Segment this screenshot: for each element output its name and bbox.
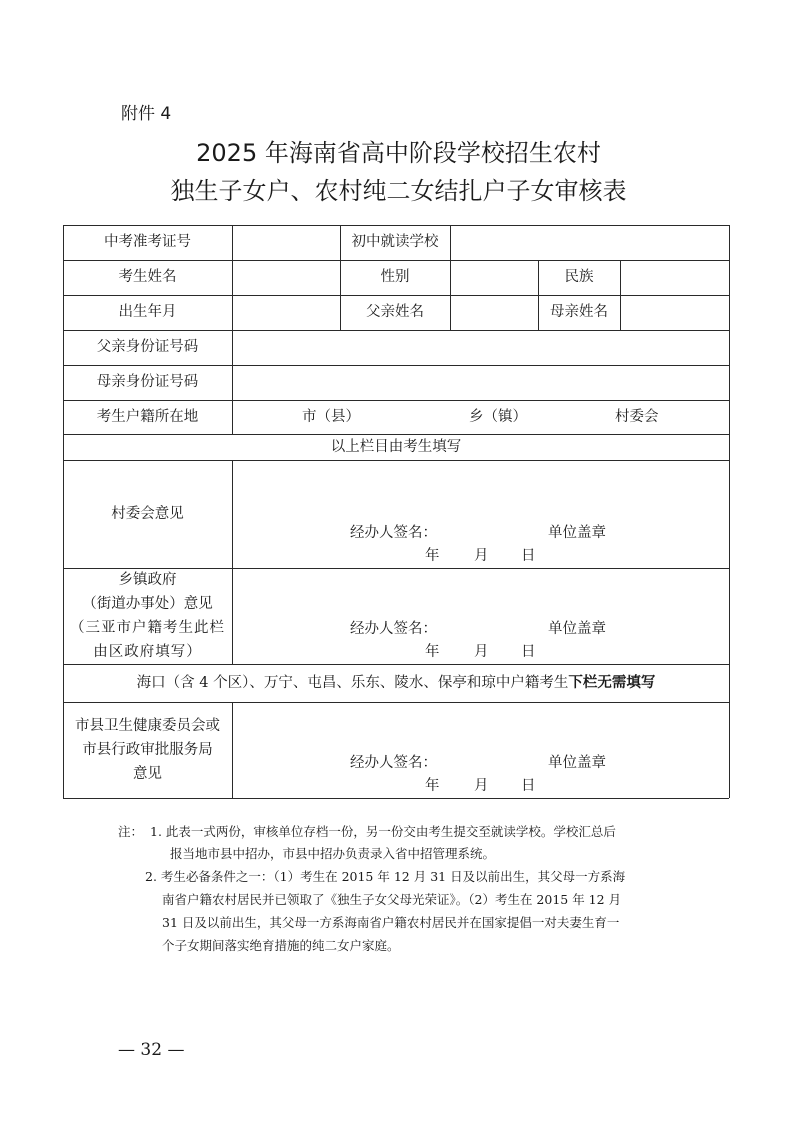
date-month-label: 月: [474, 778, 489, 794]
table-rule: [729, 225, 730, 798]
exemption-note-text: 海口（含 4 个区）、万宁、屯昌、乐东、陵水、保亭和琼中户籍考生: [136, 674, 569, 691]
signature-label: 经办人签名：: [350, 525, 437, 541]
date-year-label: 年: [425, 644, 440, 660]
residence-field[interactable]: [232, 400, 729, 434]
township-opinion-label-line: （街道办事处）意见: [82, 596, 213, 612]
date-day-label: 日: [521, 548, 536, 564]
ethnicity-field[interactable]: [620, 260, 729, 295]
birth-date-field[interactable]: [232, 295, 340, 330]
exam-id-label: 中考准考证号: [104, 234, 191, 251]
date-month-label: 月: [474, 644, 489, 660]
health-opinion-label-line: 市县卫生健康委员会或: [75, 718, 220, 734]
note-2-line-4: 个子女期间落实绝育措施的纯二女户家庭。: [162, 938, 400, 953]
father-name-field[interactable]: [450, 295, 538, 330]
residence-town-label: 乡（镇）: [469, 408, 527, 425]
township-opinion-label-line: （三亚市户籍考生此栏: [70, 620, 225, 636]
page-title-line-2: 独生子女户、农村纯二女结扎户子女审核表: [170, 177, 627, 205]
father-id-label: 父亲身份证号码: [96, 339, 199, 356]
note-2-line-2: 南省户籍农村居民并已领取了《独生子女父母光荣证》。（2）考生在 2015 年 12 月: [162, 892, 622, 907]
date-year-label: 年: [425, 778, 440, 794]
health-opinion-label-line: 市县行政审批服务局: [82, 742, 213, 758]
note-2-line-1: 2. 考生必备条件之一：（1）考生在 2015 年 12 月 31 日及以前出生，其父母一方系海: [145, 869, 626, 884]
notes-prefix: 注：: [118, 824, 144, 839]
student-name-field[interactable]: [232, 260, 340, 295]
seal-label: 单位盖章: [548, 621, 606, 637]
mother-name-field[interactable]: [620, 295, 729, 330]
gender-label: 性别: [380, 269, 410, 286]
residence-village-label: 村委会: [615, 408, 659, 425]
township-opinion-field[interactable]: [232, 568, 729, 664]
seal-label: 单位盖章: [548, 755, 606, 771]
signature-label: 经办人签名：: [350, 621, 437, 637]
health-commission-opinion-field[interactable]: [232, 702, 729, 798]
attachment-label: 附件 4: [121, 104, 172, 124]
seal-label: 单位盖章: [548, 525, 606, 541]
township-opinion-label-line: 由区政府填写）: [93, 644, 202, 660]
note-2-line-3: 31 日及以前出生，其父母一方系海南省户籍农村居民并在国家提倡一对夫妻生育一: [162, 915, 620, 930]
note-1-line-2: 报当地市县中招办，市县中招办负责录入省中招管理系统。: [170, 846, 496, 861]
birth-date-label: 出生年月: [118, 304, 177, 321]
date-day-label: 日: [521, 644, 536, 660]
residence-label: 考生户籍所在地: [96, 408, 199, 425]
middle-school-label: 初中就读学校: [351, 234, 439, 251]
exam-id-field[interactable]: [232, 225, 340, 260]
father-id-field[interactable]: [232, 330, 729, 365]
township-opinion-label: [63, 568, 232, 664]
father-name-label: 父亲姓名: [366, 304, 424, 321]
student-name-label: 考生姓名: [118, 269, 177, 286]
village-opinion-field[interactable]: [232, 460, 729, 568]
mother-id-label: 母亲身份证号码: [96, 374, 199, 391]
exemption-note-emphasis: 下栏无需填写: [568, 674, 656, 691]
residence-city-label: 市（县）: [302, 408, 360, 425]
mother-id-field[interactable]: [232, 365, 729, 400]
date-day-label: 日: [521, 778, 536, 794]
student-fill-note: 以上栏目由考生填写: [330, 438, 462, 455]
note-1-line-1: 1. 此表一式两份，审核单位存档一份，另一份交由考生提交至就读学校。学校汇总后: [150, 824, 616, 839]
middle-school-field[interactable]: [450, 225, 729, 260]
page-number: — 32 —: [118, 1040, 185, 1060]
gender-field[interactable]: [450, 260, 538, 295]
signature-label: 经办人签名：: [350, 755, 437, 771]
page-title-line-1: 2025 年海南省高中阶段学校招生农村: [196, 139, 601, 167]
date-year-label: 年: [425, 548, 440, 564]
health-commission-opinion-label: [63, 702, 232, 798]
date-month-label: 月: [474, 548, 489, 564]
health-opinion-label-line: 意见: [133, 766, 162, 782]
table-rule: [63, 798, 729, 799]
mother-name-label: 母亲姓名: [550, 304, 608, 321]
village-opinion-label: 村委会意见: [111, 505, 184, 522]
township-opinion-label-line: 乡镇政府: [118, 572, 177, 588]
ethnicity-label: 民族: [564, 269, 594, 286]
exemption-note: [63, 664, 729, 702]
